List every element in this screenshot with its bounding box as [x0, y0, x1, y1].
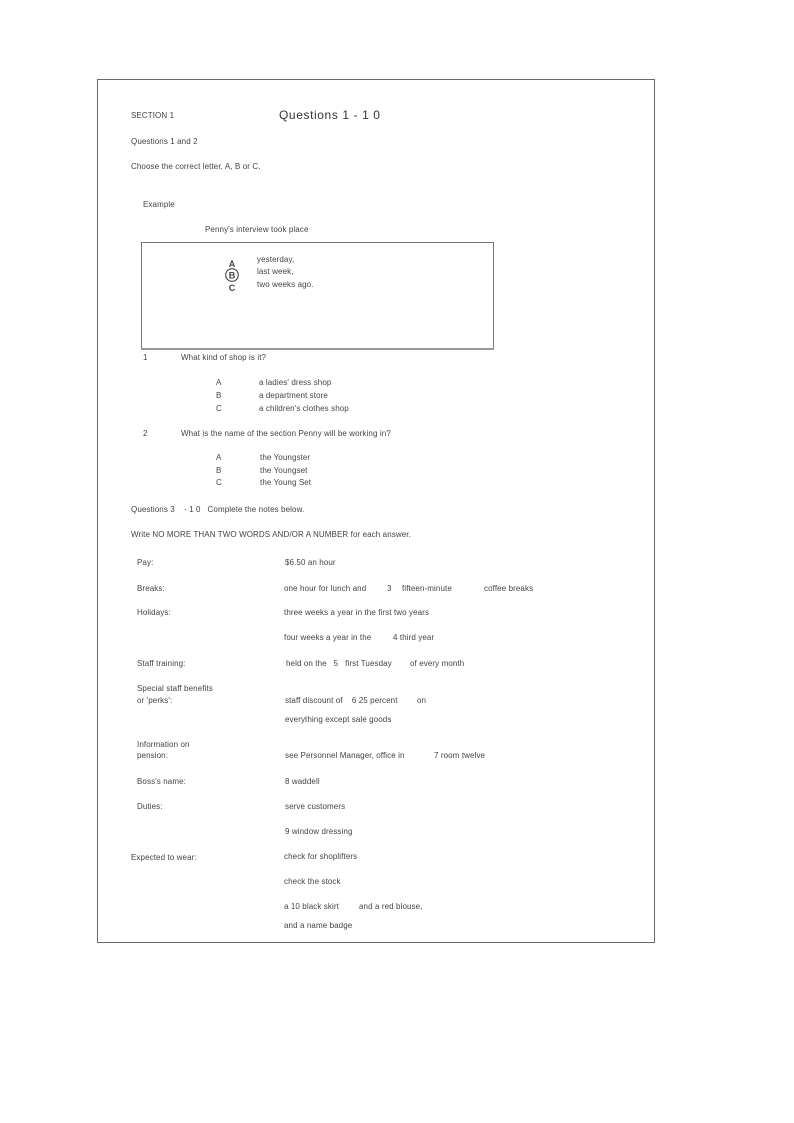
q2-text: What is the name of the section Penny will be working in?: [181, 429, 391, 438]
answer-5: held on the 5 first Tuesday: [286, 659, 392, 668]
q1-option-text: a department store: [259, 391, 328, 400]
note-label-perks: Special staff benefits: [137, 684, 213, 693]
note-value-breaks: one hour for lunch and: [284, 584, 367, 593]
example-answer-letters: [222, 257, 242, 293]
note-value-pension: see Personnel Manager, office in: [285, 751, 405, 760]
note-value-holidays-2: four weeks a year in the: [284, 633, 372, 642]
q2-option-letter: C: [216, 478, 222, 487]
answer-9: 9 window dressing: [285, 827, 353, 836]
q1-text: What kind of shop is it?: [181, 353, 267, 362]
note-label-duties: Duties:: [137, 802, 163, 811]
example-letter-b: B: [228, 270, 236, 281]
q2-option-letter: A: [216, 453, 222, 462]
q2-number: 2: [143, 429, 148, 438]
answer-8: 8 waddell: [285, 777, 320, 786]
note-label-pension: Information on: [137, 740, 190, 749]
note-label-holidays: Holidays:: [137, 608, 171, 617]
note-value-perks-on: on: [417, 696, 427, 705]
part2-instruction: Write NO MORE THAN TWO WORDS AND/OR A NUMBER for each answer.: [131, 530, 411, 539]
q1-number: 1: [143, 353, 148, 362]
example-option-b: last week,: [257, 267, 294, 276]
example-option-a: yesterday,: [257, 255, 295, 264]
example-option-c: two weeks ago.: [257, 280, 314, 289]
note-value-perks-2: everything except sale goods: [285, 715, 392, 724]
note-value-breaks-end: coffee breaks: [484, 584, 534, 593]
q2-option-letter: B: [216, 466, 222, 475]
note-value-training-end: of every month: [410, 659, 465, 668]
note-label-pay: Pay:: [137, 558, 154, 567]
note-value-duties-1: serve customers: [285, 802, 346, 811]
part1-instruction: Choose the correct letter, A, B or C.: [131, 162, 261, 171]
q1-option-letter: B: [216, 391, 222, 400]
answer-7: 7 room twelve: [434, 751, 486, 760]
q2-option-text: the Youngster: [260, 453, 311, 462]
note-label-pension-2: pension:: [137, 751, 169, 760]
note-value-wear-4: and a name badge: [284, 921, 353, 930]
example-letter-a: A: [228, 259, 236, 269]
note-value-wear-2: check the stock: [284, 877, 341, 886]
q2-option-text: the Youngset: [260, 466, 308, 475]
note-label-perks-2: or 'perks':: [137, 696, 173, 705]
q1-option-text: a ladies' dress shop: [259, 378, 332, 387]
note-label-boss: Boss's name:: [137, 777, 186, 786]
answer-3-number: 3: [387, 584, 392, 593]
example-box: [141, 242, 494, 348]
q1-option-text: a children's clothes shop: [259, 404, 349, 413]
example-label: Example: [143, 200, 175, 209]
q1-option-letter: A: [216, 378, 222, 387]
answer-10: a 10 black skirt: [284, 902, 339, 911]
example-letter-c: C: [228, 283, 236, 293]
answer-4: 4 third year: [393, 633, 435, 642]
answer-6: staff discount of 6 25 percent: [285, 696, 398, 705]
note-value-wear-1: check for shoplifters: [284, 852, 358, 861]
page-title: Questions 1 - 1 0: [279, 108, 381, 122]
example-prompt: Penny's interview took place: [205, 225, 309, 234]
part2-heading: Questions 3 - 1 0 Complete the notes below.: [131, 505, 305, 514]
q2-option-text: the Young Set: [260, 478, 312, 487]
note-value-wear-3: and a red blouse,: [359, 902, 423, 911]
note-label-wear: Expected to wear:: [131, 853, 197, 862]
q1-option-letter: C: [216, 404, 222, 413]
answer-3-text: fifteen-minute: [402, 584, 452, 593]
part1-heading: Questions 1 and 2: [131, 137, 198, 146]
section-label: SECTION 1: [131, 111, 175, 120]
note-value-pay: $6.50 an hour: [285, 558, 336, 567]
note-value-holidays-1: three weeks a year in the first two years: [284, 608, 430, 617]
note-label-training: Staff training:: [137, 659, 186, 668]
note-label-breaks: Breaks:: [137, 584, 165, 593]
